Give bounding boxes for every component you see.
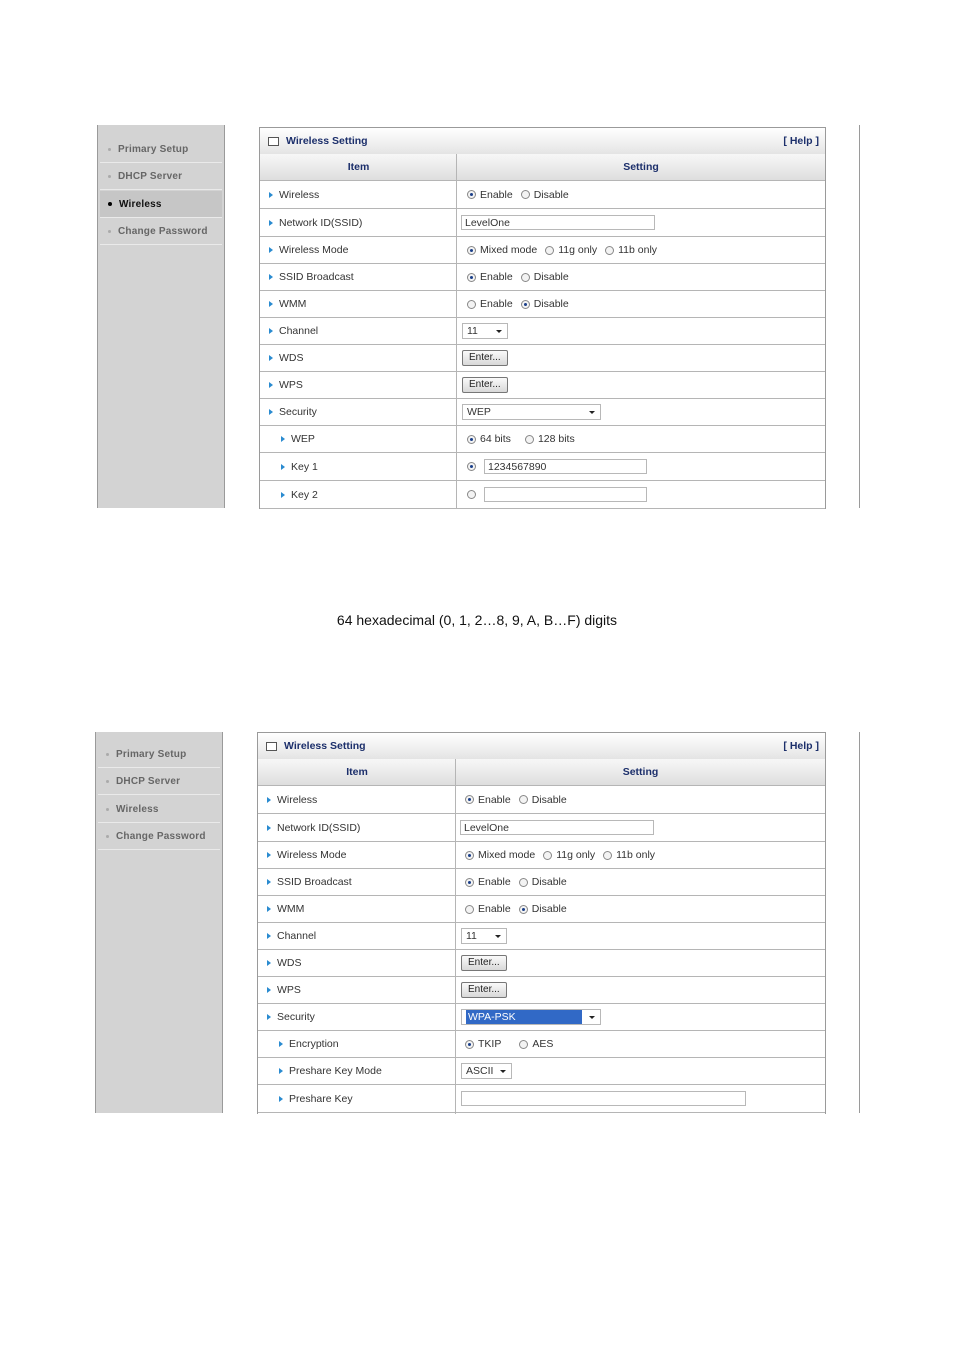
col-item-header: Item	[347, 161, 370, 173]
wireless-setting-panel	[257, 732, 826, 1114]
radio-enable[interactable]	[465, 878, 474, 887]
sidebar-item-wireless[interactable]: Wireless	[100, 191, 222, 218]
ssid-input[interactable]: LevelOne	[461, 215, 655, 230]
radio-tkip[interactable]	[465, 1040, 474, 1049]
arrow-icon	[267, 825, 271, 831]
sidebar-item-dhcp-server[interactable]: DHCP Server	[100, 163, 222, 190]
sidebar	[95, 732, 223, 1113]
row-key2: Key 2	[260, 481, 825, 509]
panel-title-bar	[258, 733, 825, 760]
bullet-icon	[106, 753, 109, 756]
ssid-input[interactable]: LevelOne	[460, 820, 654, 835]
arrow-icon	[267, 960, 271, 966]
sidebar-item-wireless[interactable]: Wireless	[98, 796, 220, 823]
channel-select[interactable]: 11	[461, 928, 507, 944]
radio-enable[interactable]	[465, 905, 474, 914]
row-wps: WPS Enter...	[258, 977, 825, 1004]
row-encryption: Encryption TKIP AES	[258, 1031, 825, 1058]
radio-11b-only[interactable]	[603, 851, 612, 860]
arrow-icon	[267, 987, 271, 993]
chevron-down-icon	[500, 1070, 506, 1073]
row-ssid: Network ID(SSID) LevelOne	[260, 209, 825, 237]
wds-enter-button[interactable]: Enter...	[461, 955, 507, 971]
radio-aes[interactable]	[519, 1040, 528, 1049]
radio-disable[interactable]	[519, 905, 528, 914]
col-setting-header: Setting	[622, 766, 659, 778]
arrow-icon	[267, 852, 271, 858]
sidebar-item-change-password[interactable]: Change Password	[98, 823, 220, 850]
radio-enable[interactable]	[465, 795, 474, 804]
radio-disable[interactable]	[519, 878, 528, 887]
col-item-header: Item	[346, 766, 368, 778]
sidebar-item-primary-setup[interactable]: Primary Setup	[100, 136, 222, 163]
row-ssid: Network ID(SSID) LevelOne	[258, 814, 825, 842]
row-wps: WPS Enter...	[260, 372, 825, 399]
row-wds: WDS Enter...	[260, 345, 825, 372]
row-key1: Key 1 1234567890	[260, 453, 825, 481]
row-wds: WDS Enter...	[258, 950, 825, 977]
bullet-icon	[106, 835, 109, 838]
arrow-icon	[267, 1014, 271, 1020]
col-setting-header: Setting	[623, 161, 659, 173]
bullet-icon	[106, 808, 109, 811]
arrow-icon	[267, 906, 271, 912]
preshare-key-input[interactable]	[461, 1091, 746, 1106]
radio-mixed-mode[interactable]	[465, 851, 474, 860]
row-wireless: Wireless Enable Disable	[260, 181, 825, 209]
radio-disable[interactable]	[519, 795, 528, 804]
table-header	[258, 759, 825, 786]
security-select[interactable]: WEP	[462, 404, 601, 420]
arrow-icon	[279, 1068, 283, 1074]
preshare-key-mode-select[interactable]: ASCII	[461, 1063, 512, 1079]
radio-11g-only[interactable]	[543, 851, 552, 860]
arrow-icon	[279, 1041, 283, 1047]
row-wireless-mode: Wireless Mode Mixed mode 11g only 11b only	[260, 237, 825, 264]
wds-enter-button[interactable]: Enter...	[462, 350, 508, 366]
panel-title: Wireless Setting	[286, 135, 368, 147]
wps-enter-button[interactable]: Enter...	[462, 377, 508, 393]
arrow-icon	[279, 1096, 283, 1102]
help-link[interactable]: [ Help ]	[783, 740, 819, 752]
row-wep: WEP 64 bits 128 bits	[260, 426, 825, 453]
right-edge-line	[859, 732, 860, 1113]
sidebar-item-change-password[interactable]: Change Password	[100, 218, 222, 245]
arrow-icon	[267, 879, 271, 885]
caption-text: 64 hexadecimal (0, 1, 2…8, 9, A, B…F) digits	[336, 612, 618, 628]
security-select[interactable]: WPA-PSK	[461, 1009, 601, 1025]
bullet-icon	[106, 780, 109, 783]
sidebar-item-dhcp-server[interactable]: DHCP Server	[98, 768, 220, 795]
row-ssid-broadcast: SSID Broadcast Enable Disable	[260, 264, 825, 291]
channel-select[interactable]: 11	[462, 323, 508, 339]
chevron-down-icon	[589, 1016, 595, 1019]
row-wireless-mode: Wireless Mode Mixed mode 11g only 11b only	[258, 842, 825, 869]
help-link[interactable]: [ Help ]	[783, 135, 819, 147]
panel-title: Wireless Setting	[284, 740, 366, 752]
row-wmm: WMM Enable Disable	[258, 896, 825, 923]
row-channel: Channel 11	[260, 318, 825, 345]
row-ssid-broadcast: SSID Broadcast Enable Disable	[258, 869, 825, 896]
row-security: Security WEP	[260, 399, 825, 426]
row-preshare-key: Preshare Key	[258, 1085, 825, 1113]
row-channel: Channel 11	[258, 923, 825, 950]
chevron-down-icon	[495, 935, 501, 938]
monitor-icon	[266, 742, 277, 751]
arrow-icon	[267, 933, 271, 939]
row-security: Security WPA-PSK	[258, 1004, 825, 1031]
row-preshare-key-mode: Preshare Key Mode ASCII	[258, 1058, 825, 1085]
key1-input[interactable]: 1234567890	[484, 459, 647, 474]
wps-enter-button[interactable]: Enter...	[461, 982, 507, 998]
arrow-icon	[267, 797, 271, 803]
row-wmm: WMM Enable Disable	[260, 291, 825, 318]
sidebar-item-primary-setup[interactable]: Primary Setup	[98, 741, 220, 768]
row-wireless: Wireless Enable Disable	[258, 786, 825, 814]
